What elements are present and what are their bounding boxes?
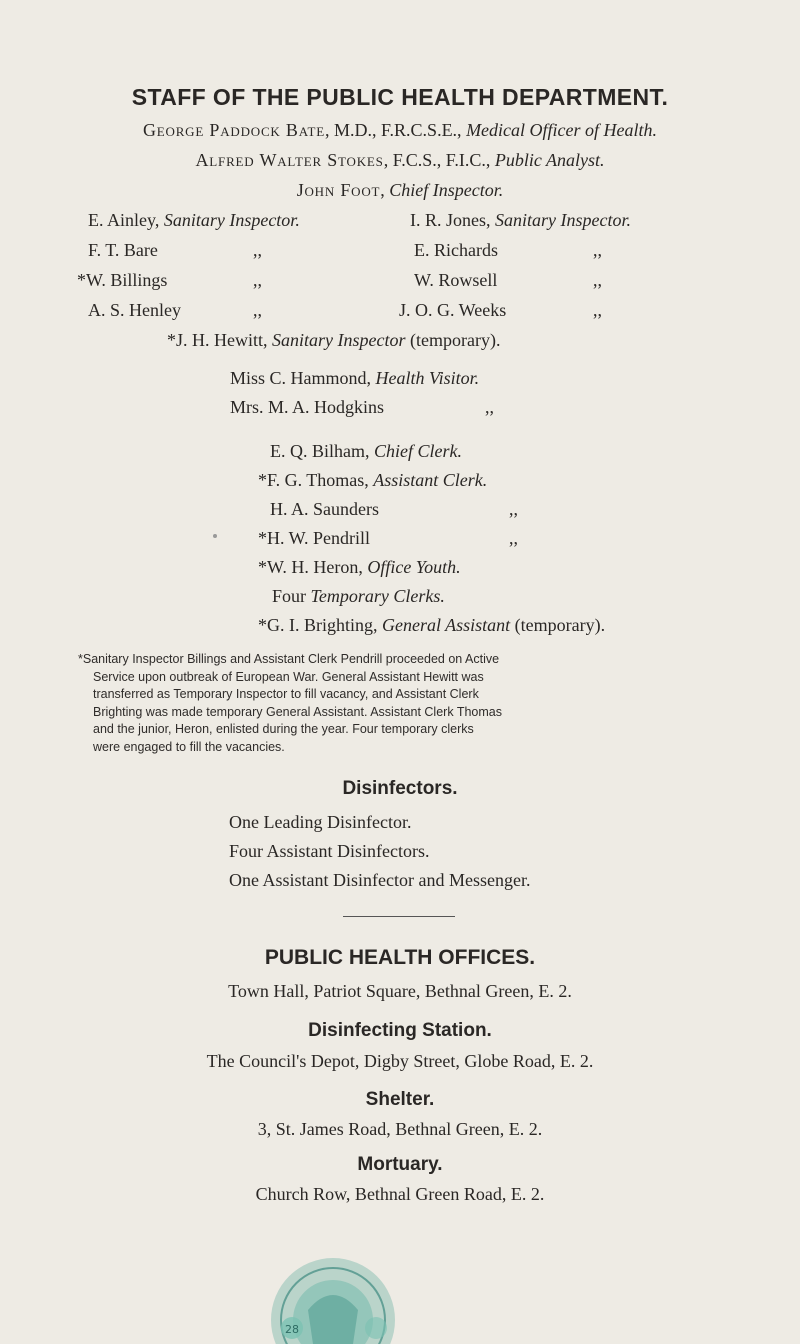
officer-quals: , (380, 180, 390, 200)
clerk-entry (258, 557, 461, 578)
stray-mark (213, 534, 217, 538)
ditto-mark: ,, (593, 300, 602, 320)
visitor-name: Miss C. Hammond, (230, 368, 376, 388)
visitor-entry (230, 368, 479, 389)
section-divider (343, 916, 455, 917)
officer-name: John Foot (296, 180, 381, 200)
disinfectors-heading: Disinfectors. (342, 778, 458, 799)
inspector-entry (88, 300, 181, 321)
temporary-inspector (167, 330, 500, 351)
clerk-name: *W. H. Heron, (258, 557, 368, 577)
station-address: The Council's Depot, Digby Street, Globe Road, E. 2. (206, 1051, 594, 1071)
footnote-line: Service upon outbreak of European War. General Assistant Hewitt was (93, 669, 484, 684)
visitor-role: Health Visitor. (375, 368, 480, 388)
inspector-role: Sanitary Inspector. (495, 210, 631, 230)
inspector-name: J. O. G. Weeks (399, 300, 507, 320)
officer-role: Chief Inspector. (389, 180, 504, 200)
temporary-suffix: (temporary). (405, 330, 501, 350)
inspector-entry (77, 270, 167, 291)
footnote-line: Brighting was made temporary General Assistant. Assistant Clerk Thomas (93, 704, 502, 719)
officer-quals: , F.C.S., F.I.C., (383, 150, 495, 170)
ditto-mark: ,, (593, 240, 602, 260)
inspector-name: A. S. Henley (88, 300, 181, 320)
clerk-role: General Assistant (382, 615, 511, 635)
inspector-entry (414, 270, 497, 291)
inspector-entry (88, 210, 300, 231)
inspector-name: E. Ainley, (88, 210, 164, 230)
clerk-entry (270, 441, 462, 462)
inspector-role: Sanitary Inspector. (163, 210, 300, 230)
ditto-mark: ,, (253, 240, 262, 260)
clerk-name: *G. I. Brighting, (258, 615, 382, 635)
inspector-name: *J. H. Hewitt, (167, 330, 272, 350)
footnote-line: *Sanitary Inspector Billings and Assistant Clerk Pendrill proceeded on Active (78, 652, 500, 666)
clerk-entry (258, 615, 605, 636)
disinfector-item: One Assistant Disinfector and Messenger. (229, 870, 531, 890)
shelter-heading: Shelter. (365, 1089, 435, 1110)
ditto-mark: ,, (593, 270, 602, 290)
officer-name: George Paddock Bate (142, 120, 325, 140)
inspector-entry (410, 210, 631, 231)
clerk-role: Temporary Clerks. (310, 586, 445, 606)
clerk-name: Four (272, 586, 311, 606)
offices-address: Town Hall, Patriot Square, Bethnal Green, E. 2. (228, 981, 572, 1001)
clerk-entry (270, 499, 379, 520)
ditto-mark: ,, (509, 528, 518, 548)
mortuary-heading: Mortuary. (357, 1154, 443, 1175)
inspector-entry (399, 300, 506, 321)
footnote (78, 651, 768, 757)
shelter-address: 3, St. James Road, Bethnal Green, E. 2. (257, 1119, 543, 1139)
footnote-line: were engaged to fill the vacancies. (93, 739, 285, 754)
ditto-mark: ,, (253, 270, 262, 290)
temporary-suffix: (temporary). (510, 615, 606, 635)
footnote-line: transferred as Temporary Inspector to fill vacancy, and Assistant Clerk (93, 687, 479, 702)
inspector-entry (88, 240, 158, 261)
officer-role: Medical Officer of Health. (466, 120, 658, 140)
clerk-entry (258, 528, 370, 549)
clerk-name: E. Q. Bilham, (270, 441, 374, 461)
clerk-role: Chief Clerk. (374, 441, 462, 461)
clerk-name: *F. G. Thomas, (258, 470, 374, 490)
page-title: STAFF OF THE PUBLIC HEALTH DEPARTMENT. (131, 84, 669, 110)
officer-line (0, 150, 800, 171)
officer-quals: , M.D., F.R.C.S.E., (324, 120, 467, 140)
offices-heading: PUBLIC HEALTH OFFICES. (264, 946, 536, 969)
inspector-name: E. Richards (414, 240, 498, 260)
clerk-name: *H. W. Pendrill (258, 528, 371, 548)
library-stamp-icon (268, 1250, 398, 1344)
inspector-name: I. R. Jones, (410, 210, 495, 230)
inspector-entry (414, 240, 498, 261)
clerk-entry (258, 470, 487, 491)
officer-line (0, 180, 800, 201)
disinfector-item: Four Assistant Disinfectors. (229, 841, 430, 861)
inspector-name: W. Rowsell (414, 270, 498, 290)
clerk-role: Assistant Clerk. (373, 470, 488, 490)
mortuary-address: Church Row, Bethnal Green Road, E. 2. (255, 1184, 545, 1204)
visitor-entry (230, 397, 384, 418)
inspector-name: *W. Billings (77, 270, 168, 290)
officer-line (0, 120, 800, 141)
officer-role: Public Analyst. (494, 150, 605, 170)
clerk-name: H. A. Saunders (270, 499, 379, 519)
clerk-entry (272, 586, 445, 607)
ditto-mark: ,, (253, 300, 262, 320)
ditto-mark: ,, (485, 397, 494, 417)
stamp-number: 28 (285, 1323, 299, 1336)
disinfector-item: One Leading Disinfector. (229, 812, 412, 832)
clerk-role: Office Youth. (367, 557, 461, 577)
visitor-name: Mrs. M. A. Hodgkins (230, 397, 385, 417)
officer-name: Alfred Walter Stokes (195, 150, 384, 170)
inspector-name: F. T. Bare (88, 240, 158, 260)
inspector-role: Sanitary Inspector (272, 330, 406, 350)
ditto-mark: ,, (509, 499, 518, 519)
footnote-line: and the junior, Heron, enlisted during the year. Four temporary clerks (93, 722, 474, 737)
station-heading: Disinfecting Station. (308, 1020, 492, 1041)
